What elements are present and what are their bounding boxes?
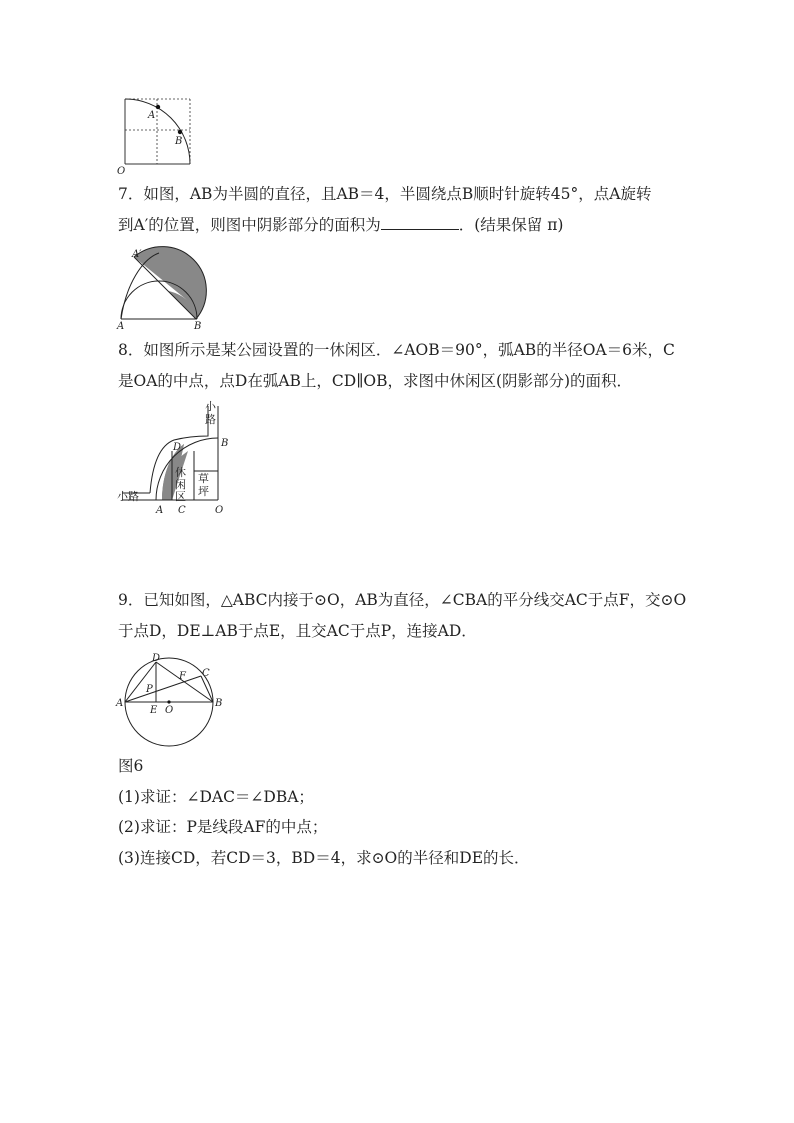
- path-left-label: 小路: [117, 490, 139, 503]
- label-o: O: [117, 166, 126, 177]
- figure-rotated-semicircle: [112, 245, 222, 330]
- label-b: B: [221, 438, 229, 449]
- label-c: C: [202, 668, 210, 679]
- center-point: [167, 700, 170, 703]
- figure-inscribed-triangle: [112, 652, 230, 747]
- path-top-char2: 路: [205, 413, 216, 426]
- rest-area-char3: 区: [175, 490, 186, 503]
- label-o: O: [215, 505, 224, 516]
- label-a: A: [116, 698, 124, 709]
- figure-park-rest-area: [112, 396, 242, 521]
- path-top-char1: 小: [205, 400, 216, 413]
- label-b: B: [175, 136, 183, 147]
- q8-text-line2: 是OA的中点，点D在弧AB上，CD∥OB，求图中休闲区(阴影部分)的面积．: [118, 372, 633, 390]
- label-b: B: [215, 698, 223, 709]
- q9-text-line2: 于点D，DE⊥AB于点E，且交AC于点P，连接AD．: [118, 622, 477, 640]
- rest-area-char2: 闲: [175, 478, 186, 491]
- lawn-char2: 坪: [198, 485, 209, 498]
- q9-part1: (1)求证：∠DAC＝∠DBA；: [118, 788, 314, 806]
- label-f: F: [179, 671, 186, 682]
- q7-text-line2: [118, 215, 563, 235]
- rest-area-char1: 休: [175, 466, 186, 479]
- label-d: D: [152, 653, 161, 664]
- label-d: D: [173, 442, 182, 453]
- q7-text-before-blank: 到A′的位置，则图中阴影部分的面积为: [118, 216, 381, 234]
- lawn-char1: 草: [198, 472, 209, 485]
- figure-quarter-arc-grid: [112, 92, 202, 177]
- q7-text-line1: 7．如图，AB为半圆的直径，且AB＝4，半圆绕点B顺时针旋转45°，点A旋转: [118, 185, 652, 203]
- label-p: P: [146, 684, 153, 695]
- label-a-prime: A′: [132, 249, 142, 260]
- point-b: [178, 130, 182, 134]
- label-c: C: [178, 505, 186, 516]
- label-a: A: [117, 321, 125, 332]
- q9-part3: (3)连接CD，若CD＝3，BD＝4，求⊙O的半径和DE的长．: [118, 849, 530, 867]
- label-o: O: [165, 705, 174, 716]
- q9-part2: (2)求证：P是线段AF的中点；: [118, 818, 328, 836]
- label-a: A: [156, 505, 164, 516]
- figure-caption: 图6: [118, 757, 144, 775]
- answer-blank[interactable]: [381, 215, 459, 230]
- label-a: A: [148, 110, 156, 121]
- q8-text-line1: 8．如图所示是某公园设置的一休闲区．∠AOB＝90°，弧AB的半径OA＝6米，C: [118, 341, 675, 359]
- label-b: B: [194, 321, 202, 332]
- point-a: [156, 105, 160, 109]
- label-e: E: [150, 705, 158, 716]
- q9-text-line1: 9．已知如图，△ABC内接于⊙O，AB为直径，∠CBA的平分线交AC于点F，交⊙O: [118, 591, 687, 609]
- q7-text-after-blank: ．(结果保留 π): [458, 216, 564, 234]
